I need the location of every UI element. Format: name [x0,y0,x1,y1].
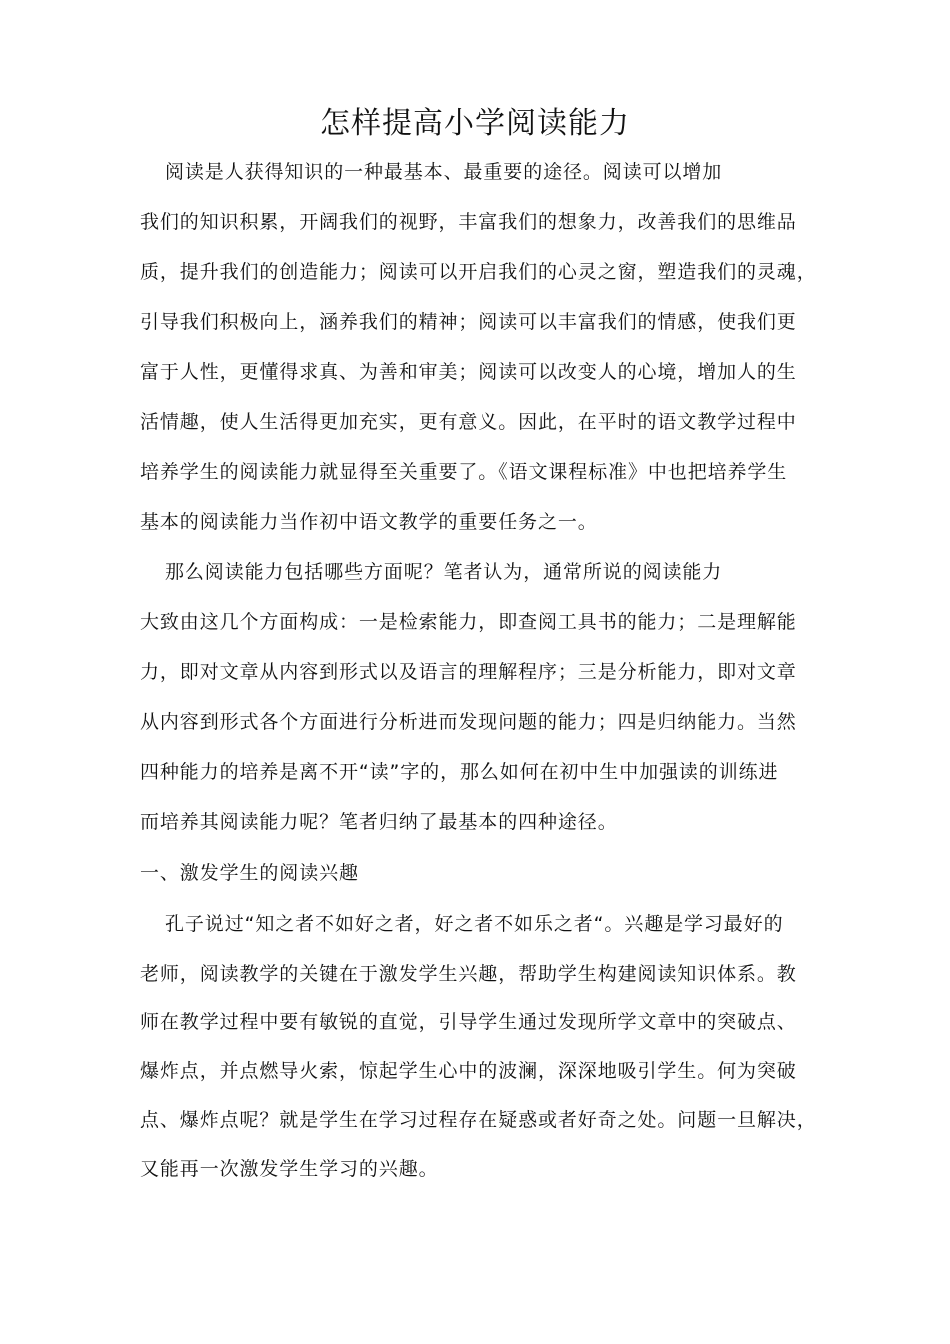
paragraph-line: 从内容到形式各个方面进行分析进而发现问题的能力；四是归纳能力。当然 [140,711,797,733]
paragraph-line: 师在教学过程中要有敏锐的直觉，引导学生通过发现所学文章中的突破点、 [140,1011,797,1033]
paragraph-line: 又能再一次激发学生学习的兴趣。 [140,1158,439,1180]
paragraph-line: 我们的知识积累，开阔我们的视野，丰富我们的想象力，改善我们的思维品 [140,211,797,233]
paragraph-line: 四种能力的培养是离不开“读”字的，那么如何在初中生中加强读的训练进 [140,761,779,783]
paragraph-line: 基本的阅读能力当作初中语文教学的重要任务之一。 [140,511,598,533]
paragraph-line: 老师，阅读教学的关键在于激发学生兴趣，帮助学生构建阅读知识体系。教 [140,963,797,985]
paragraph-line: 大致由这几个方面构成：一是检索能力，即查阅工具书的能力；二是理解能 [140,611,797,633]
paragraph-line: 力，即对文章从内容到形式以及语言的理解程序；三是分析能力，即对文章 [140,661,797,683]
paragraph-line: 培养学生的阅读能力就显得至关重要了。《语文课程标准》中也把培养学生 [140,461,788,483]
paragraph-line: 阅读是人获得知识的一种最基本、最重要的途径。阅读可以增加 [165,161,723,183]
paragraph-line: 引导我们积极向上，涵养我们的精神；阅读可以丰富我们的情感，使我们更 [140,311,797,333]
paragraph-line: 那么阅读能力包括哪些方面呢？笔者认为，通常所说的阅读能力 [165,561,723,583]
paragraph-line: 孔子说过“知之者不如好之者，好之者不如乐之者“。兴趣是学习最好的 [165,913,784,935]
document-title: 怎样提高小学阅读能力 [320,106,630,141]
paragraph-line: 点、爆炸点呢？就是学生在学习过程存在疑惑或者好奇之处。问题一旦解决， [140,1109,817,1131]
paragraph-line: 爆炸点，并点燃导火索，惊起学生心中的波澜，深深地吸引学生。何为突破 [140,1060,797,1082]
paragraph-line: 质，提升我们的创造能力；阅读可以开启我们的心灵之窗，塑造我们的灵魂， [140,261,817,283]
paragraph-line: 而培养其阅读能力呢？笔者归纳了最基本的四种途径。 [140,811,618,833]
section-heading: 一、激发学生的阅读兴趣 [140,862,359,884]
paragraph-line: 活情趣，使人生活得更加充实，更有意义。因此，在平时的语文教学过程中 [140,411,797,433]
paragraph-line: 富于人性，更懂得求真、为善和审美；阅读可以改变人的心境，增加人的生 [140,361,797,383]
